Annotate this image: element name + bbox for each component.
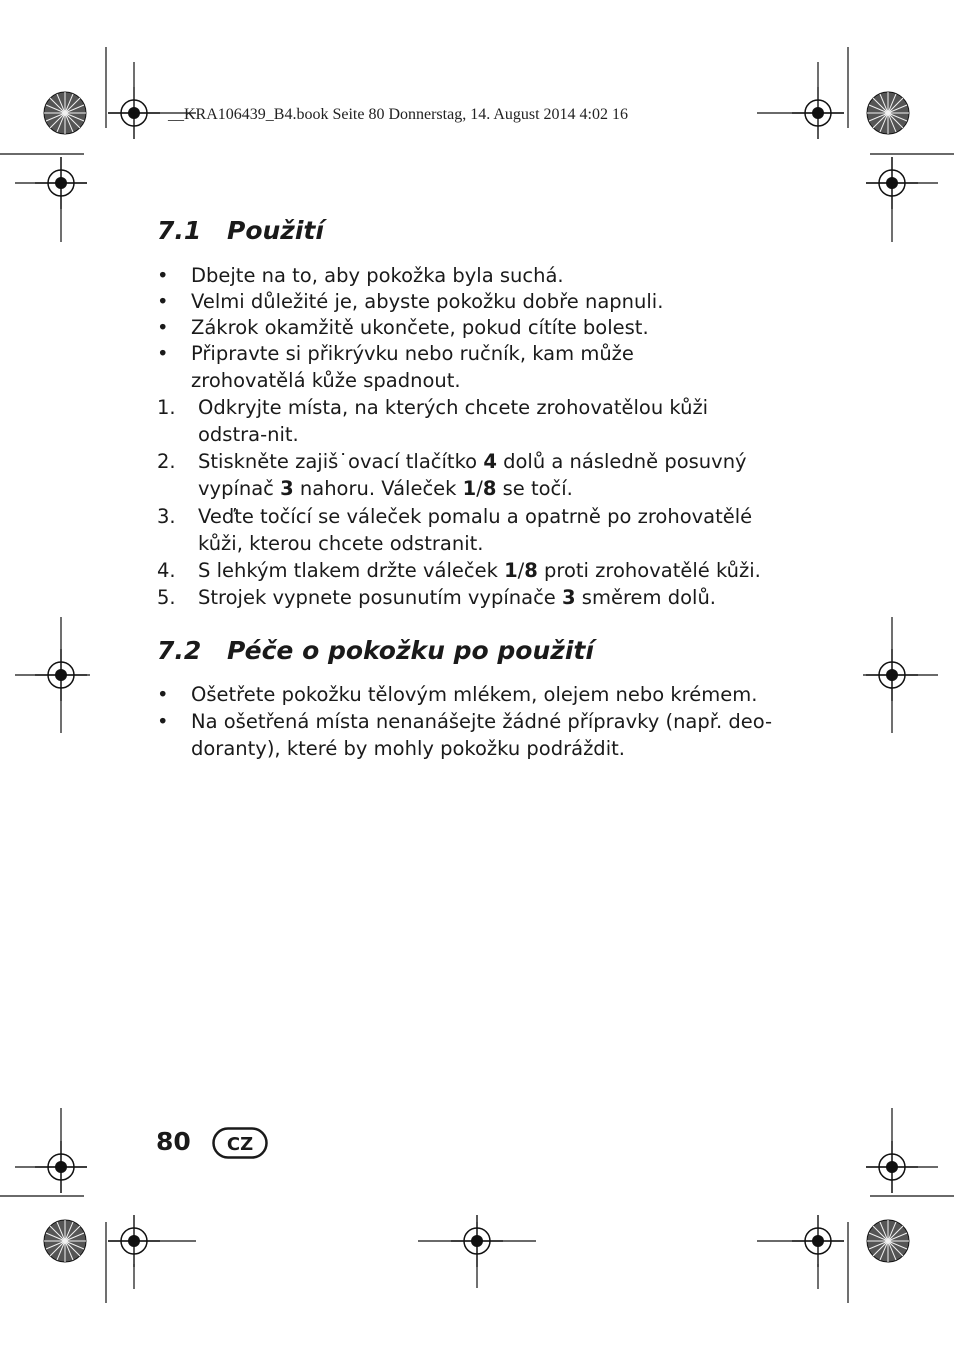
step-number: 5. bbox=[157, 586, 176, 609]
section-heading-usage bbox=[157, 216, 324, 245]
list-item-text: Dbejte na to, aby pokožka byla suchá. bbox=[191, 264, 564, 287]
part-reference: 8 bbox=[524, 559, 538, 582]
step-text: Strojek vypnete posunutím vypínače 3 směrem dolů. bbox=[198, 586, 717, 609]
list-item-text: Připravte si přikrývku nebo ručník, kam může zrohovatělá kůže spadnout. bbox=[191, 342, 634, 392]
section-number: 7.1 bbox=[157, 216, 202, 245]
bullet-icon: • bbox=[157, 710, 169, 733]
section-heading-skin-care bbox=[157, 636, 594, 665]
section-title: Péče o pokožku po použití bbox=[227, 636, 594, 665]
part-reference: 8 bbox=[482, 477, 497, 500]
part-reference: 3 bbox=[562, 586, 576, 609]
print-info-header: __KRA106439_B4.book Seite 80 Donnerstag, 14. August 2014 4:02 16 bbox=[168, 106, 628, 123]
language-code: CZ bbox=[226, 1134, 254, 1155]
part-reference: 3 bbox=[280, 477, 294, 500]
list-item-text: Ošetřete pokožku tělovým mlékem, olejem nebo krémem. bbox=[191, 683, 758, 706]
step-text: S lehkým tlakem držte váleček 1/8 proti zrohovatělé kůži. bbox=[198, 559, 761, 582]
section-number: 7.2 bbox=[157, 636, 202, 665]
step-text: Veďte točící se váleček pomalu a opatrně po zrohovatělé kůži, kterou chcete odstranit. bbox=[198, 505, 753, 555]
list-item-text: Velmi důležité je, abyste pokožku dobře napnuli. bbox=[191, 290, 664, 313]
list-item-text: Zákrok okamžitě ukončete, pokud cítíte bolest. bbox=[191, 316, 649, 339]
part-reference: 1 bbox=[462, 477, 477, 500]
part-reference: 4 bbox=[483, 450, 497, 473]
page-number: 80 bbox=[156, 1127, 191, 1156]
section-title: Použití bbox=[227, 216, 324, 245]
bullet-icon: • bbox=[157, 290, 169, 313]
step-number: 1. bbox=[157, 396, 176, 419]
language-badge bbox=[212, 1127, 268, 1159]
step-text: Stiskněte zajiš˙ovací tlačítko 4 dolů a následně posuvný vypínač 3 nahoru. Váleček 1/8 se točí. bbox=[198, 450, 747, 500]
bullet-icon: • bbox=[157, 683, 169, 706]
bullet-icon: • bbox=[157, 342, 169, 365]
step-number: 4. bbox=[157, 559, 176, 582]
step-number: 2. bbox=[157, 450, 176, 473]
bullet-icon: • bbox=[157, 264, 169, 287]
list-item-text: Na ošetřená místa nenanášejte žádné přípravky (např. deo-doranty), které by mohly pokožku podráždit. bbox=[191, 710, 773, 760]
bullet-icon: • bbox=[157, 316, 169, 339]
step-number: 3. bbox=[157, 505, 176, 528]
step-text: Odkryjte místa, na kterých chcete zrohovatělou kůži odstra-nit. bbox=[198, 396, 709, 446]
part-reference: 1 bbox=[504, 559, 518, 582]
